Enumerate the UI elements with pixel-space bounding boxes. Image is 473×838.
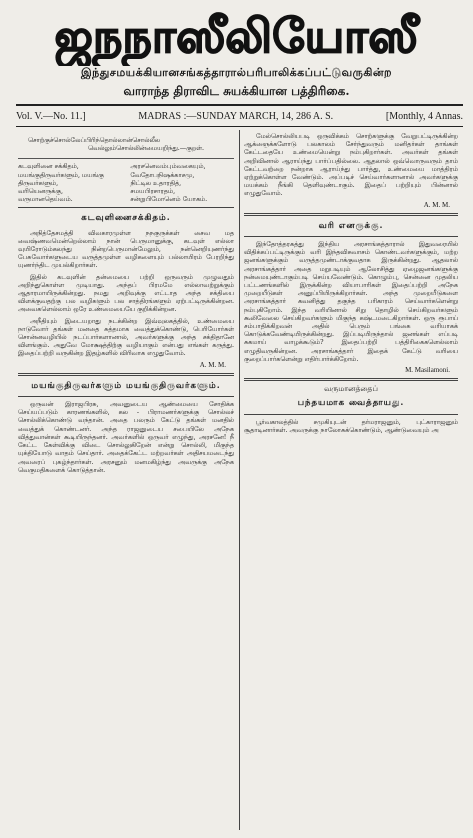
section-rule	[244, 213, 458, 216]
section-rule	[18, 373, 234, 376]
article-signature: A. M. M.	[199, 360, 226, 369]
contents-right	[130, 162, 234, 203]
section-rule	[18, 207, 234, 208]
contents-item: மயங்குதிருவர்களும், மயங்கு	[18, 170, 104, 179]
masthead-title: ஜநநாஸீலியோஸீ	[54, 9, 418, 63]
section-rule	[244, 378, 458, 381]
article-paragraph: மேல்சொல்லியபடி ஒருவிக்கம் சொற்களுக்கு வேறுபட்டிருக்கின்ற ஆக்ஞைக்களோடு பலகாலம் சேர்ந்துவரும் மனிதர்கள் தாங்கள் கேட்டதையே உண்மையென்று நம்புகிறார்கள். அவர்கள் தங்கள் அறிவினால் ஆராய்ந்து பார்ப்பதில்லை. ஆதலால் ஒவ்வொருவரும் தாம் கேட்டவற்றை நன்றாக ஆராய்ந்து பார்த்து, உண்மையை மாத்திரம் ஏற்றுக்கொள்ள வேண்டும். அப்படிச் செய்வார்களானால் அவர்களுக்கு மயக்கம் நீங்கி தெளிவுண்டாகும். இதைப் பற்றியும் பின்னால் எழுதுவோம்.	[244, 132, 458, 198]
right-column	[244, 132, 458, 832]
epigraph-line: வெல்லும்சொல்லின்மையறிந்து.—குறள்.	[87, 144, 204, 153]
subsection-label: வருமானத்தைப்	[324, 384, 378, 394]
contents-item: சன்றுபிமோனெம் யோகம்.	[130, 195, 208, 204]
contents-list	[18, 158, 234, 203]
masthead-subtitle: இந்துசமயக்கியானசங்கத்தாரால்பரிபாலிக்கப்பட்டுவருகின்ற	[80, 66, 393, 79]
article-signature: A. M. M.	[423, 200, 450, 209]
issue-dateline: MADRAS :—SUNDAY MARCH, 14, 286 A. S.	[138, 110, 334, 122]
contents-item: வேதோபநிஷக்காசமு,	[130, 170, 195, 179]
masthead-subtitle-2: வாராந்த திராவிட சுயக்கியான பத்திரிகை.	[123, 84, 350, 98]
issue-price: [Monthly, 4 Annas.	[385, 110, 463, 122]
masthead	[0, 0, 473, 66]
section-heading-2: மயங்குதிருவர்களும் மயங்குதிருவர்களும்.	[31, 380, 221, 391]
section-rule	[244, 414, 458, 415]
section-rule	[18, 396, 234, 397]
contents-item: திருவர்களும்,	[18, 178, 59, 187]
article-paragraph: அநித்தேசமத்தி விவகாரமுள்ள நநகுருக்கள் சைவ மத வைஷ்ணவமென்றெல்லாம் நான் பெருமானுக்கு, கடவுள் எல்லா வுயிரோடும்கலந்து நின்றபெருமான்மேலும், நன்னெறியுணர்ந்து பேசுவோர்களுடைய வருத்தமுள்ள வழிகளையும் பல்லாயிரம் பேரறிந்து யுணர்ந்திட முயல்கிறார்கள்.	[18, 228, 234, 270]
section-rule	[244, 236, 458, 237]
article-paragraph: அநீதியும் இடையறாது நடக்கின்ற இவ்வுலகத்தில், உண்மையை நாடுவோர் தங்கள் மனதை சுத்தமாக வைத்துக்கொண்டு, பெரியோர்கள் சொன்னவழியில் நடப்பார்களானால், அவர்களுக்கு அந்த சக்திதானே விளங்கும். அதுவே மோக்ஷத்திற்கு வழியாகும் என்பது எங்கள் கருத்து. இதைப்பற்றி வருகின்ற இதழ்களில் விரிவாக எழுதுவோம்.	[18, 316, 234, 358]
article-paragraph: இதில் கடவுளின் தன்மையை பற்றி ஒருவரும் முழுவதும் அறிந்துகொள்ள முடியாது. அந்தப் பிரமமே எல்லாவற்றுக்கும் ஆதாரமாயிருக்கின்றது. நமது அறிவுக்கு எட்டாத அந்த சக்தியை விளக்குவதற்கு பல வழிகளும் பல சாத்திரங்களும் ஏற்பட்டிருக்கின்றன. அவைகளெல்லாம் ஒரே உண்மையையே குறிக்கின்றன.	[18, 272, 234, 314]
masthead-title-logo	[0, 0, 473, 66]
issue-rule-bottom	[16, 126, 463, 127]
left-column	[18, 132, 234, 832]
contents-item: அரசனெவம்பும்வகையும்,	[130, 162, 206, 171]
column-divider	[239, 130, 240, 830]
section-heading-1: கடவுளினைசக்கிதம்.	[81, 213, 171, 224]
issue-volume: Vol. V.—No. 11.]	[16, 110, 86, 122]
contents-left	[18, 162, 122, 203]
section-heading-4: பந்தயமாக வைத்தாயது.	[297, 398, 405, 409]
issue-rule-top	[16, 104, 463, 106]
contents-item: நிட்டில உதாரதித்,	[130, 178, 182, 187]
contents-item: வரியெனருக்கு,	[18, 187, 64, 196]
article-paragraph: பூர்வகாலத்தில் சமுகியுடன் தர்மராஜனும், புட்காராஜனும் சூதாடினார்கள். அவருக்கு நாலோசுக்கொண்டும், ஆண்டுவையும் அ	[244, 417, 458, 434]
article-paragraph: இந்தோத்தரகத்து இந்திய அரசாங்கத்தாரால் இதுவரையில் விதிக்கப்பட்டிருக்கும் வரி இந்தவிசுவாசம் கொண்டவர்களுக்கும், மற்ற ஜனங்களுக்கும் வருத்தமுண்டாக்குவதாக இருக்கின்றது. ஆதலால் அரசாங்கத்தார் அதை மறுபடியும் ஆலோசித்து ஏழைஜனங்களுக்கு நன்மையுண்டாகும்படி செய்யவேண்டும். கொழும்பு, சென்னை முதலிய பட்டணங்களில் இருக்கின்ற வியாபாரிகள் இதைப்பற்றி அநேக முறையீடுகள் அனுப்பியிருக்கிறார்கள். அந்த முறையீடுகளை அரசாங்கத்தார் கவனித்து தகுந்த பரிகாரம் செய்வார்களென்று நம்புகிறோம். இந்த வரியினால் சிறு தொழில் செய்கிறவர்களும் கூலிவேலை செய்கிறவர்களும் மிகுந்த கஷ்டமடைகிறார்கள். ஒரு ரூபாய் சம்பாதிக்கிறவன் அதில் பெரும் பங்கை வரியாகக் கொடுக்கவேண்டியிருக்கின்றது. இப்படியிருந்தால் ஜனங்கள் எப்படி சுகமாய் வாழக்கூடும்? இதைப்பற்றி பத்திரிகைகளெல்லாம் எழுதிவருகின்றன. அரசாங்கத்தார் இதைக் கேட்டு வரியை குறைப்பார்களென்று எதிர்பார்க்கிறோம்.	[244, 240, 458, 363]
article-signature: M. Masilamoni.	[405, 366, 450, 375]
epigraph-line: சொற்குச்சொல்லேப்பிரிந்தொல்லான்சொல்லீல	[28, 136, 161, 144]
issue-bar	[16, 108, 463, 124]
contents-item: கடவுளினை சக்கிதம்,	[18, 162, 79, 171]
epigraph	[18, 136, 234, 152]
contents-item: சமயபிரசாரதம்,	[130, 187, 176, 196]
section-heading-3: வரி எனருக்கு.	[318, 220, 384, 231]
contents-item: வருமானதெய்வம்.	[18, 195, 73, 204]
article-paragraph: ஒருவன் இராஜபிரசு, அவனுடைய ஆண்மையை சோதிக்க செய்யப்படும் காரணங்களில், கல - பிராமணர்களுக்கு சொல்லச் சொல்லிக்கொண்டு வந்தான். அதை பலரும் கேட்டு தங்கள் மனதில் வைத்துக் கொண்டனர். அந்த ராஜனுடைய சபையிலே அநேக வித்துவான்கள் கூடியிருந்தனர். அவர்களில் ஒருவர் எழுந்து, அரசனே! நீ கேட்ட கேள்விக்கு விடை சொல்லுகிறேன் என்று சொல்லி, மிகுந்த யுக்தியோடு வாதம் செய்தார். அதைக்கேட்ட மற்றவர்கள் அதிசயமடைந்து அவரைப் புகழ்ந்தார்கள். அரசனும் மனமகிழ்ந்து அவருக்கு அநேக வெகுமதிகளைக் கொடுத்தான்.	[18, 400, 234, 474]
